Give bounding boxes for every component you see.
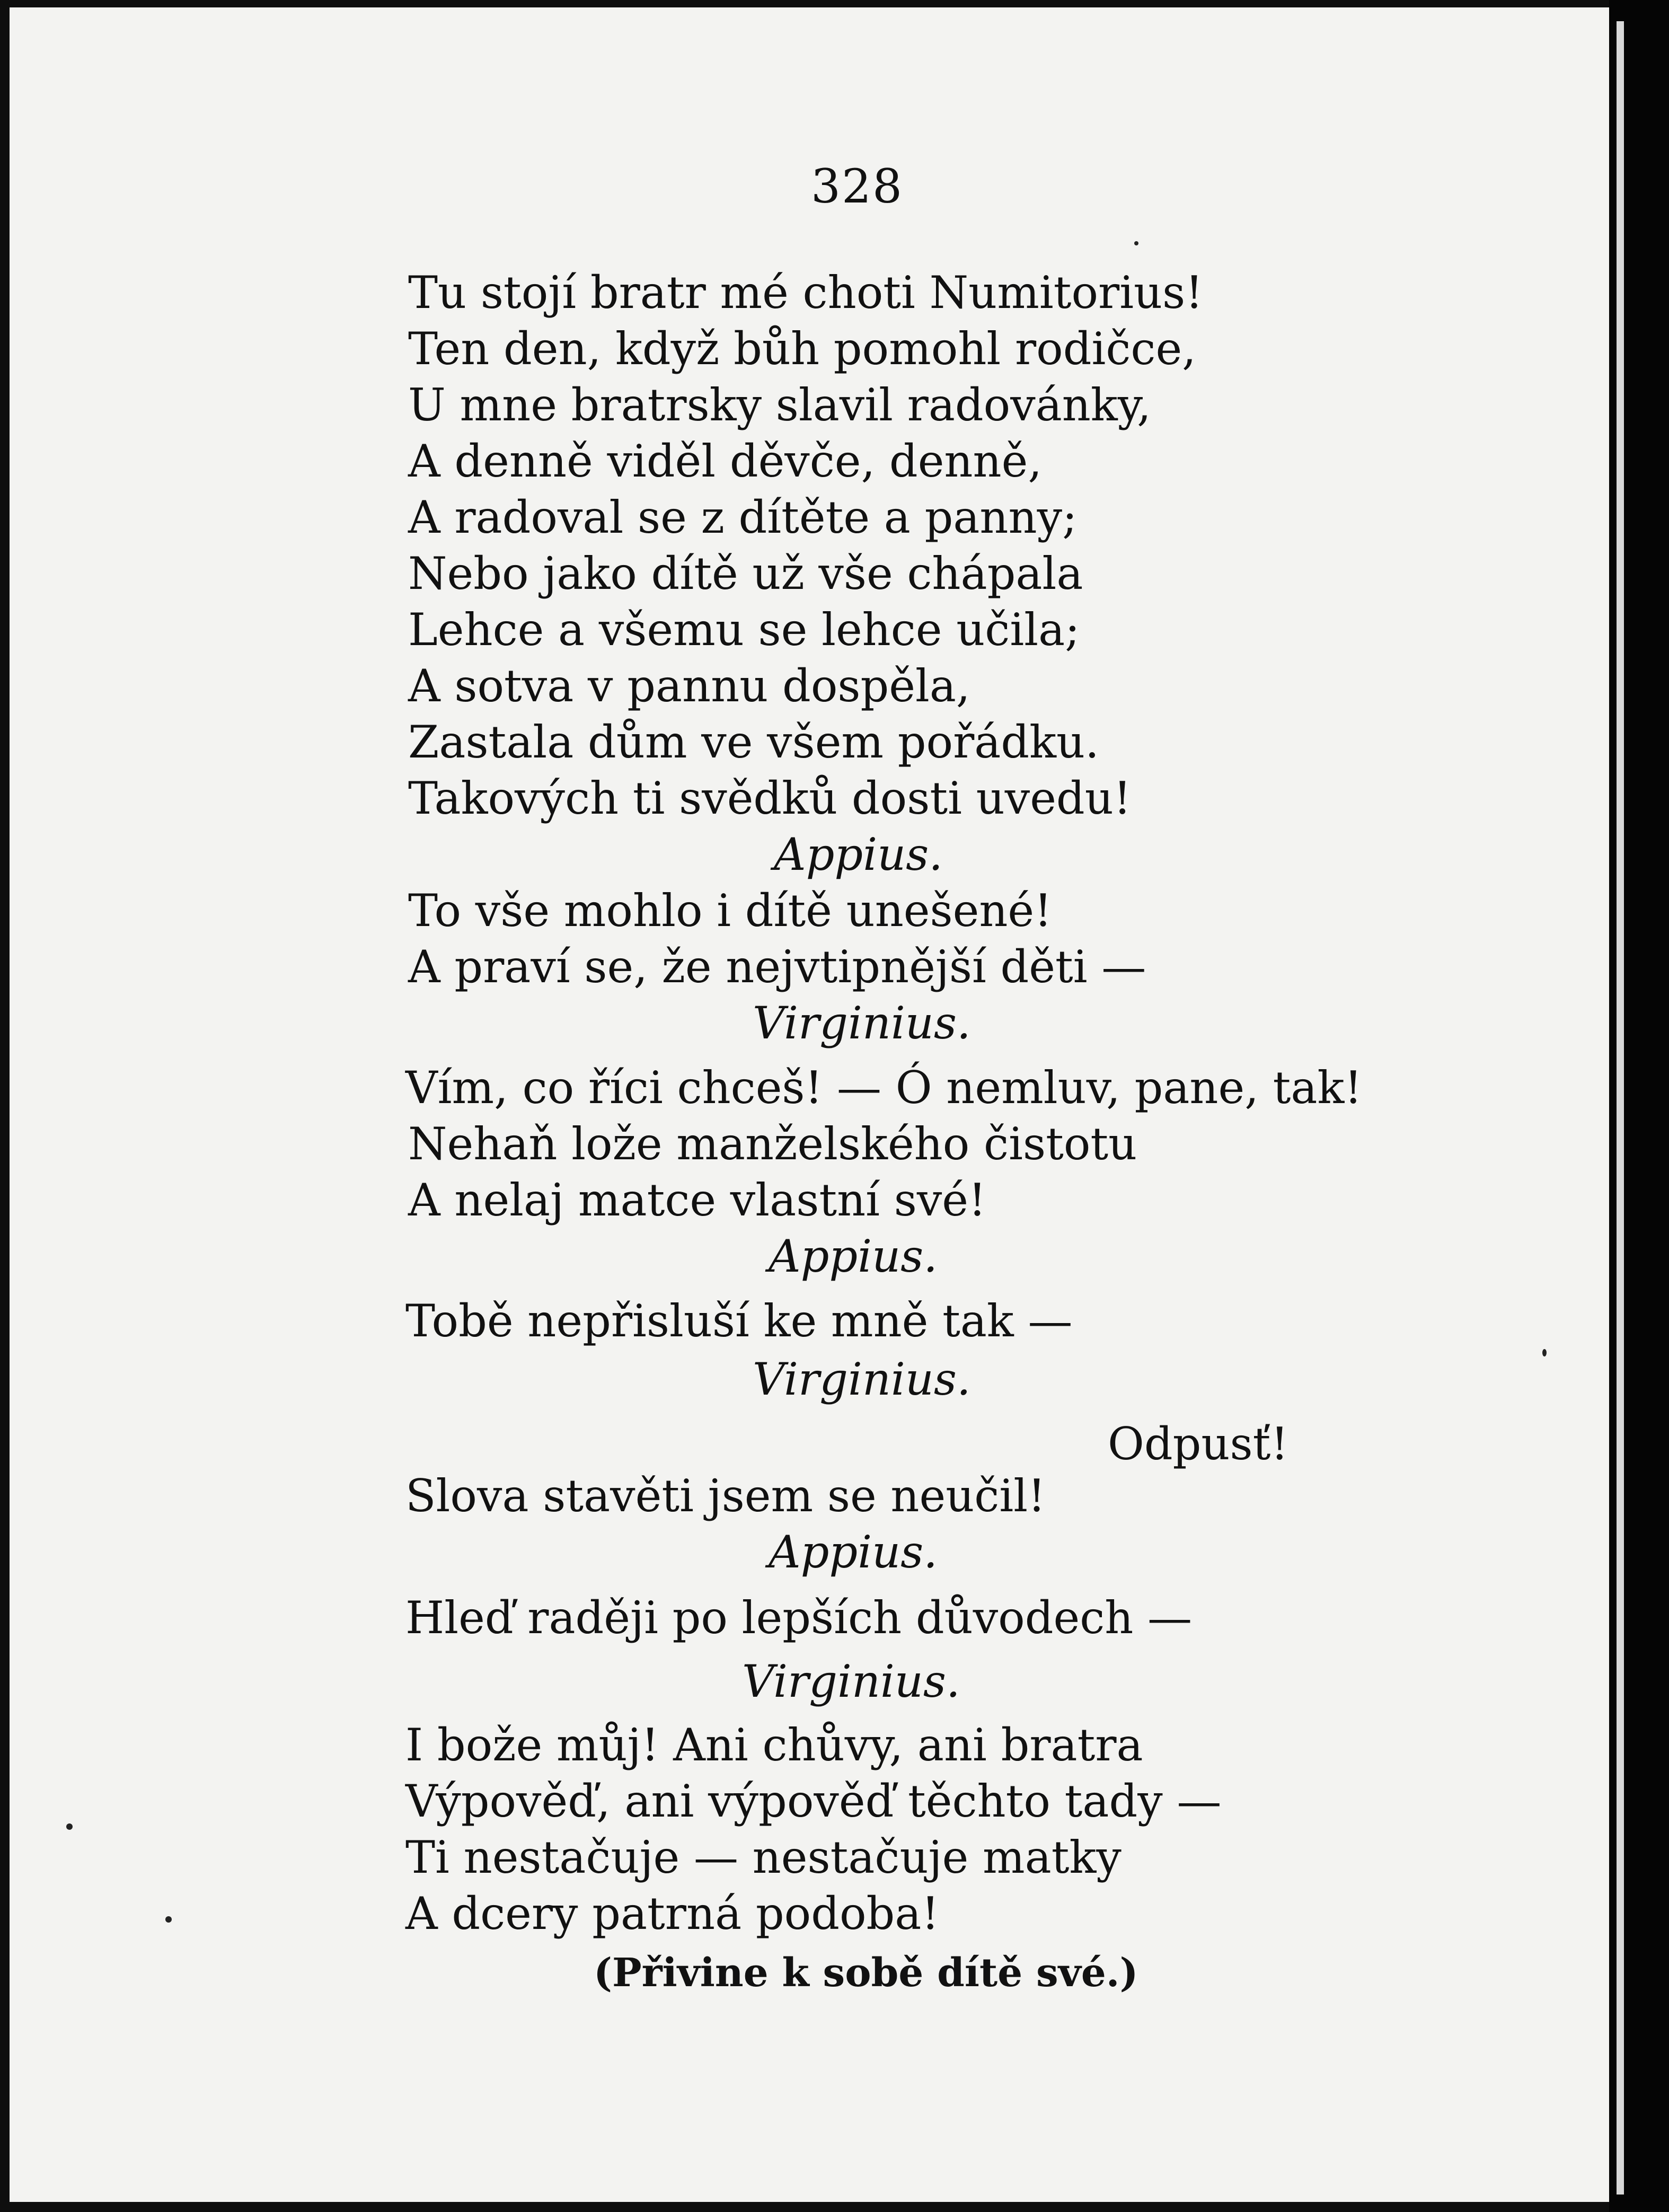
verse-line: I bože můj! Ani chůvy, ani bratra: [405, 1719, 1143, 1771]
verse-line: Odpusť!: [1108, 1418, 1289, 1470]
speck-mark: [1542, 1349, 1547, 1356]
verse-line: Lehce a všemu se lehce učila;: [408, 604, 1080, 656]
verse-line: Slova stavěti jsem se neučil!: [405, 1470, 1046, 1522]
verse-line: A denně viděl děvče, denně,: [408, 435, 1043, 487]
verse-line: Nebo jako dítě už vše chápala: [408, 548, 1083, 600]
speck-mark: [66, 1823, 73, 1830]
verse-line: Ten den, když bůh pomohl rodičce,: [408, 323, 1196, 375]
verse-line: Ti nestačuje — nestačuje matky: [405, 1831, 1122, 1883]
speaker-name: Appius.: [769, 1230, 938, 1282]
verse-line: A nelaj matce vlastní své!: [408, 1174, 986, 1226]
verse-line: A praví se, že nejvtipnější děti —: [408, 941, 1146, 993]
speaker-name: Virginius.: [753, 997, 971, 1049]
speaker-name: Appius.: [774, 829, 943, 880]
verse-line: Nehaň lože manželského čistotu: [408, 1118, 1137, 1170]
verse-line: A dcery patrná podoba!: [405, 1888, 940, 1940]
verse-line: Tobě nepřisluší ke mně tak —: [405, 1295, 1073, 1347]
speaker-name: Appius.: [769, 1526, 938, 1578]
verse-line: To vše mohlo i dítě unešené!: [408, 885, 1052, 937]
verse-line: Hleď raději po lepších důvodech —: [405, 1592, 1193, 1644]
verse-line: Výpověď, ani výpověď těchto tady —: [405, 1775, 1222, 1827]
speaker-name: Virginius.: [742, 1655, 960, 1707]
verse-line: A sotva v pannu dospěla,: [408, 660, 970, 712]
verse-line: Vím, co říci chceš! — Ó nemluv, pane, tak!: [405, 1062, 1363, 1114]
speck-mark: [1134, 241, 1138, 245]
verse-line: A radoval se z dítěte a panny;: [408, 491, 1078, 543]
verse-line: Takových ti svědků dosti uvedu!: [408, 772, 1132, 824]
verse-line: Zastala dům ve všem pořádku.: [408, 716, 1099, 768]
page-number: 328: [811, 159, 903, 214]
stage-direction: (Přivine k sobě dítě své.): [594, 1950, 1138, 1996]
verse-line: U mne bratrsky slavil radovánky,: [408, 379, 1151, 431]
verse-line: Tu stojí bratr mé choti Numitorius!: [408, 267, 1204, 319]
speaker-name: Virginius.: [753, 1353, 971, 1405]
page-edge-stripe: [1617, 21, 1624, 2195]
speck-mark: [165, 1916, 172, 1923]
